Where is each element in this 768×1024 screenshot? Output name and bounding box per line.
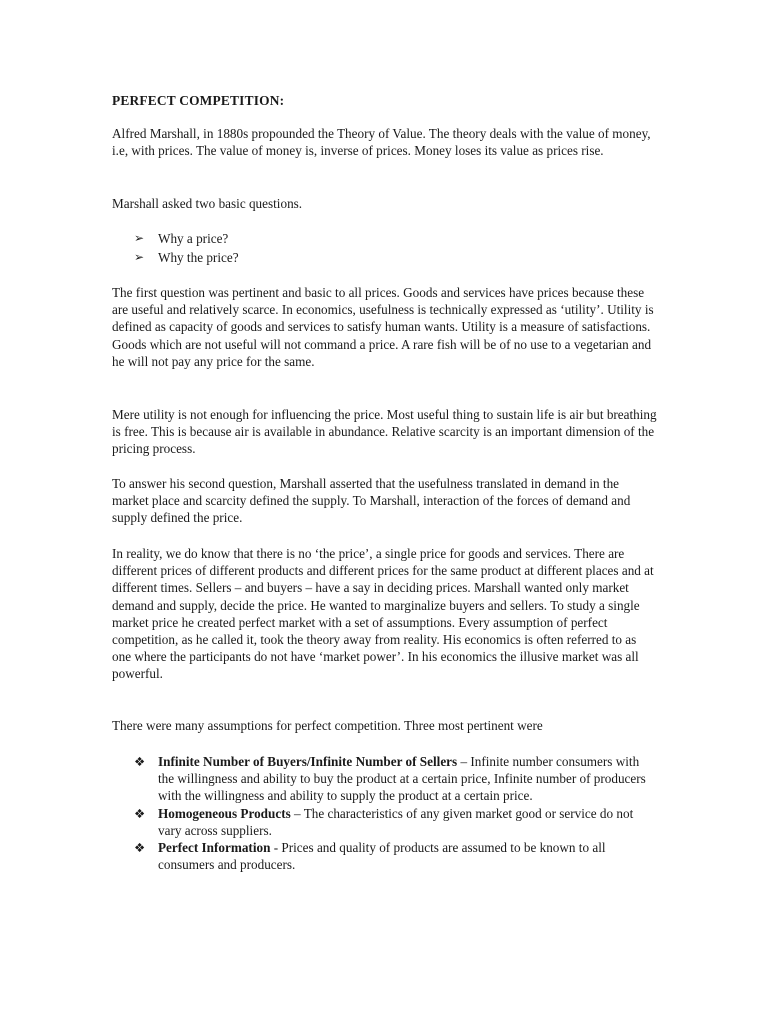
paragraph-scarcity: Mere utility is not enough for influencing the price. Most useful thing to sustain life is air but breathing is free. This is because air is available in abundance. Relative scarcity is an important dimension of the pricing process. (112, 407, 657, 457)
assumption-text: Prices and quality of products are assumed to be known to all consumers and producers. (158, 840, 606, 873)
list-item (134, 753, 658, 805)
list-item (134, 839, 658, 873)
assumption-term: Homogeneous Products (158, 805, 291, 821)
arrow-bullet-icon: ➢ (134, 250, 145, 264)
question-text: Why the price? (158, 250, 239, 265)
arrow-bullet-icon: ➢ (134, 231, 145, 245)
paragraph-two-questions: Marshall asked two basic questions. (112, 196, 303, 211)
assumption-text: Infinite number consumers with the willingness and ability to buy the product at a certain price, Infinite number of producers with the willingness and ability to supply the product at a certain price. (158, 754, 646, 804)
assumptions-list (134, 753, 658, 873)
list-item (134, 230, 239, 249)
diamond-bullet-icon: ❖ (134, 754, 146, 769)
list-item (134, 805, 658, 839)
assumption-term: Infinite Number of Buyers/Infinite Number of Sellers (158, 754, 458, 769)
paragraph-utility: The first question was pertinent and basic to all prices. Goods and services have prices because these are useful and relatively scarce. In economics, usefulness is technically expressed as ‘utility’. Utility is defined as capacity of goods and services to satisfy human wants. Utility is a measure of satisfactions. Goods which are not useful will not command a price. A rare fish will be of no use to a vegetarian and he will not pay any price for the same. (112, 285, 654, 369)
assumption-separator: – (290, 805, 304, 821)
diamond-bullet-icon: ❖ (134, 840, 146, 856)
paragraph-demand-supply: To answer his second question, Marshall asserted that the usefulness translated in demand in the market place and scarcity defined the supply. To Marshall, interaction of the forces of demand and supply defined the price. (112, 476, 631, 526)
diamond-bullet-icon: ❖ (134, 805, 146, 821)
question-text: Why a price? (158, 231, 229, 246)
paragraph-theory-of-value: Alfred Marshall, in 1880s propounded the Theory of Value. The theory deals with the value of money, i.e, with prices. The value of money is, inverse of prices. Money loses its value as prices rise. (112, 126, 651, 159)
questions-list (134, 230, 239, 268)
assumption-separator: - (270, 840, 282, 856)
paragraph-reality: In reality, we do know that there is no ‘the price’, a single price for goods and services. There are different prices of different products and different prices for the same product at different places and at different times. Sellers – and buyers – have a say in deciding prices. Marshall wanted only market demand and supply, decide the price. He wanted to marginalize buyers and sellers. To study a single market price he created perfect market with a set of assumptions. Every assumption of perfect competition, as he called it, took the theory away from reality. His economics is often referred to as one where the participants do not have ‘market power’. In his economics the illusive market was all powerful. (112, 546, 654, 682)
document-title: PERFECT COMPETITION: (112, 93, 285, 108)
assumption-text: The characteristics of any given market good or service do not vary across suppliers. (158, 805, 634, 838)
paragraph-assumptions-intro: There were many assumptions for perfect competition. Three most pertinent were (112, 718, 543, 733)
list-item (134, 249, 239, 268)
assumption-term: Perfect Information (158, 840, 271, 856)
assumption-separator: – (457, 754, 471, 769)
